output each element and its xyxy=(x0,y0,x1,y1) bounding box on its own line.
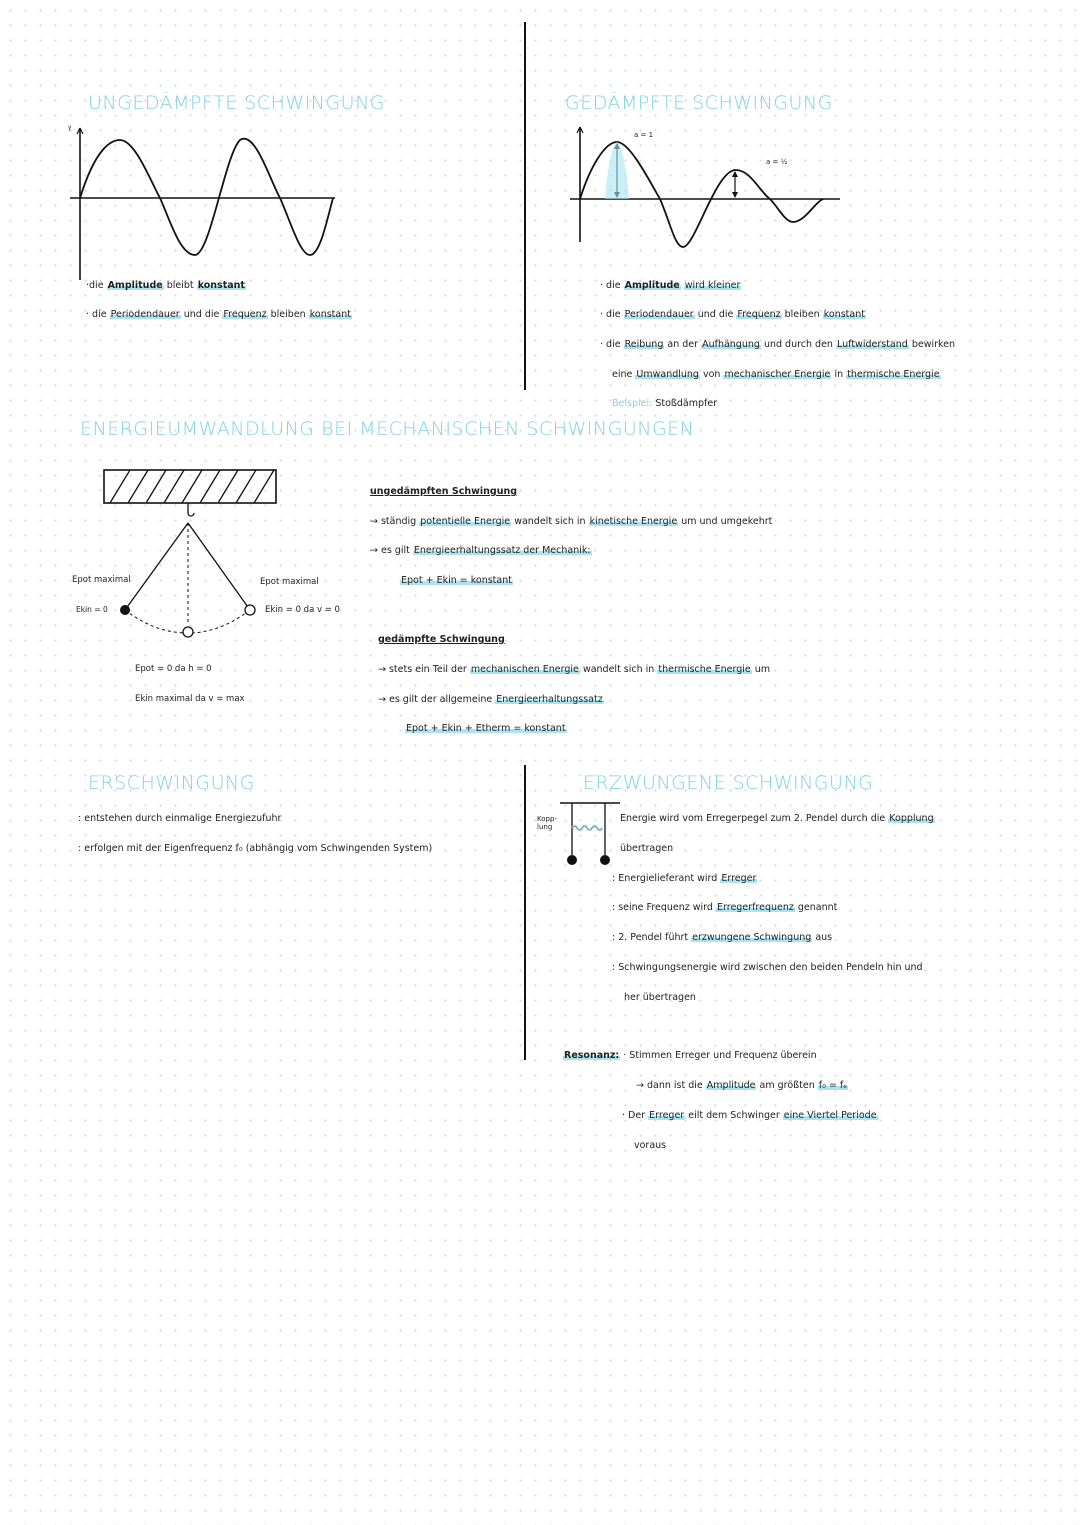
undamped-bullet-1: ·die Amplitude bleibt konstant xyxy=(86,280,245,291)
pendulum-left-bottom: Ekin = 0 xyxy=(76,605,108,614)
free-title: ERSCHWINGUNG xyxy=(88,772,255,794)
damped-bullet-2: · die Periodendauer und die Frequenz bleiben konstant xyxy=(600,309,865,320)
forced-line-3: : seine Frequenz wird Erregerfrequenz genannt xyxy=(612,902,838,913)
forced-line-2: : Energielieferant wird Erreger xyxy=(612,873,757,884)
pendulum-diagram xyxy=(100,465,330,645)
pendulum-left-top: Epot maximal xyxy=(72,575,131,585)
coupled-pendulum-diagram xyxy=(555,800,625,875)
damped-title: GEDÄMPFTE SCHWINGUNG xyxy=(565,92,833,114)
energy-damped-line-2: → es gilt der allgemeine Energieerhaltungssatz xyxy=(378,694,603,705)
coupling-label: Kopp-lung xyxy=(537,815,557,831)
energy-undamped-formula: Epot + Ekin = konstant xyxy=(401,575,512,586)
damped-bullet-3: · die Reibung an der Aufhängung und durch den Luftwiderstand bewirken xyxy=(600,339,956,350)
free-line-1: : entstehen durch einmalige Energiezufuhr xyxy=(78,813,282,824)
divider-bottom xyxy=(524,765,526,1060)
energy-damped-line-1: → stets ein Teil der mechanischen Energie wandelt sich in thermische Energie um xyxy=(378,664,771,675)
free-line-2: : erfolgen mit der Eigenfrequenz f₀ (abhängig vom Schwingenden System) xyxy=(78,843,433,854)
forced-line-4: : 2. Pendel führt erzwungene Schwingung aus xyxy=(612,932,833,943)
resonance-line-3: · Der Erreger eilt dem Schwinger eine Viertel Periode xyxy=(622,1110,877,1121)
pendulum-center-1: Epot = 0 da h = 0 xyxy=(135,664,212,674)
forced-line-5b: her übertragen xyxy=(624,992,696,1003)
pendulum-right-top: Epot maximal xyxy=(260,577,319,587)
energy-damped-formula: Epot + Ekin + Etherm = konstant xyxy=(406,723,566,734)
undamped-axis-y: y xyxy=(68,124,72,131)
pendulum-right-bottom: Ekin = 0 da v = 0 xyxy=(265,605,340,615)
resonance-line-2: → dann ist die Amplitude am größten f₀ = fₑ xyxy=(636,1080,848,1091)
damped-example: Beispiel: Stoßdämpfer xyxy=(612,398,718,409)
damped-bullet-1: · die Amplitude wird kleiner xyxy=(600,280,741,291)
forced-line-1b: übertragen xyxy=(620,843,674,854)
divider-top xyxy=(524,22,526,390)
forced-line-5: : Schwingungsenergie wird zwischen den beiden Pendeln hin und xyxy=(612,962,923,973)
pendulum-center-2: Ekin maximal da v = max xyxy=(135,694,245,704)
undamped-title: UNGEDÄMPFTE SCHWINGUNG xyxy=(88,92,386,114)
damped-graph xyxy=(565,122,855,252)
damped-bullet-3b: eine Umwandlung von mechanischer Energie in thermische Energie xyxy=(612,369,940,380)
energy-undamped-line-2: → es gilt Energieerhaltungssatz der Mechanik: xyxy=(370,545,591,556)
energy-damped-heading: gedämpfte Schwingung xyxy=(378,634,505,645)
undamped-bullet-2: · die Periodendauer und die Frequenz bleiben konstant xyxy=(86,309,351,320)
resonance-line-3b: voraus xyxy=(634,1140,667,1151)
energy-undamped-line-1: → ständig potentielle Energie wandelt sich in kinetische Energie um und umgekehrt xyxy=(370,516,773,527)
resonance-line-1: Resonanz: · Stimmen Erreger und Frequenz überein xyxy=(564,1050,817,1061)
damped-label-a2: a = ½ xyxy=(766,158,788,166)
undamped-wave xyxy=(80,139,333,255)
forced-line-1: Energie wird vom Erregerpegel zum 2. Pendel durch die Kopplung xyxy=(620,813,934,824)
forced-title: ERZWUNGENE SCHWINGUNG xyxy=(583,772,874,794)
energy-title: ENERGIEUMWANDLUNG BEI MECHANISCHEN SCHWINGUNGEN xyxy=(80,418,695,440)
energy-undamped-heading: ungedämpften Schwingung xyxy=(370,486,518,497)
undamped-graph xyxy=(65,120,345,290)
damped-label-a1: a = 1 xyxy=(634,131,654,139)
